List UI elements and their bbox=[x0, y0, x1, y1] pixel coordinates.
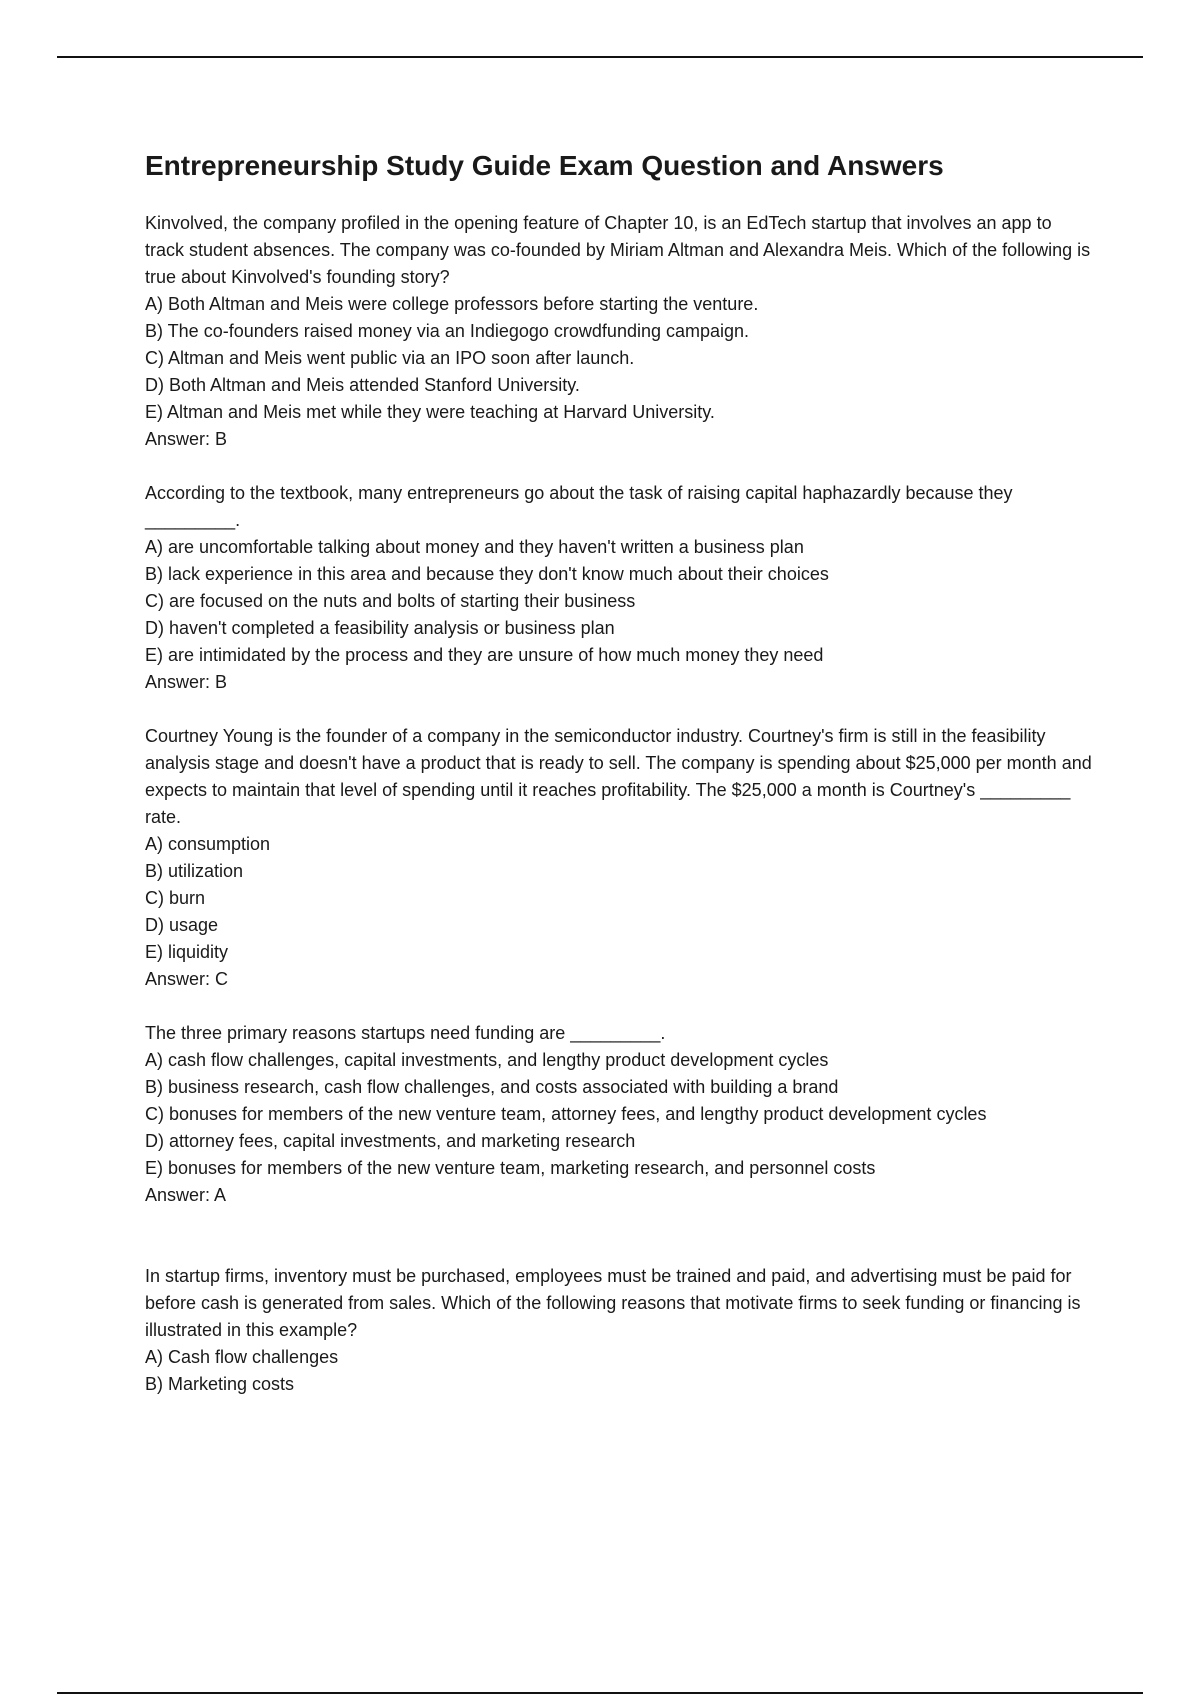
question-3 bbox=[145, 723, 1095, 993]
option-a: A) are uncomfortable talking about money and they haven't written a business plan bbox=[145, 537, 804, 557]
option-a: A) cash flow challenges, capital investments, and lengthy product development cycles bbox=[145, 1050, 829, 1070]
option-e: E) liquidity bbox=[145, 942, 229, 962]
question-5 bbox=[145, 1263, 1095, 1398]
question-text: Courtney Young is the founder of a company in the semiconductor industry. Courtney's firm is still in the feasibility analysis stage and doesn't have a product that is ready to sell. The company is spending about $25,000 per month and expects to maintain that level of spending until it reaches profitability. The $25,000 a month is Courtney's _________ rate. bbox=[145, 726, 1092, 827]
option-e: E) are intimidated by the process and they are unsure of how much money they need bbox=[145, 645, 824, 665]
option-b: B) The co-founders raised money via an Indiegogo crowdfunding campaign. bbox=[145, 321, 750, 341]
option-c: C) burn bbox=[145, 888, 206, 908]
option-c: C) bonuses for members of the new venture team, attorney fees, and lengthy product development cycles bbox=[145, 1104, 987, 1124]
option-d: D) haven't completed a feasibility analysis or business plan bbox=[145, 618, 615, 638]
option-d: D) Both Altman and Meis attended Stanford University. bbox=[145, 375, 580, 395]
option-d: D) attorney fees, capital investments, and marketing research bbox=[145, 1131, 636, 1151]
question-4 bbox=[145, 1020, 1095, 1209]
document-body bbox=[145, 148, 1095, 1398]
question-text: Kinvolved, the company profiled in the opening feature of Chapter 10, is an EdTech startup that involves an app to track student absences. The company was co-founded by Miriam Altman and Alexandra Meis. Which of the following is true about Kinvolved's founding story? bbox=[145, 213, 1091, 287]
answer: Answer: A bbox=[145, 1185, 227, 1205]
option-e: E) bonuses for members of the new venture team, marketing research, and personnel costs bbox=[145, 1158, 876, 1178]
option-a: A) Cash flow challenges bbox=[145, 1347, 339, 1367]
question-text: According to the textbook, many entrepreneurs go about the task of raising capital haphazardly because they _________. bbox=[145, 483, 1013, 530]
option-c: C) Altman and Meis went public via an IPO soon after launch. bbox=[145, 348, 635, 368]
option-d: D) usage bbox=[145, 915, 219, 935]
document-title: Entrepreneurship Study Guide Exam Question and Answers bbox=[145, 150, 944, 181]
answer: Answer: B bbox=[145, 672, 228, 692]
answer: Answer: C bbox=[145, 969, 229, 989]
question-2 bbox=[145, 480, 1095, 696]
option-c: C) are focused on the nuts and bolts of starting their business bbox=[145, 591, 636, 611]
option-e: E) Altman and Meis met while they were teaching at Harvard University. bbox=[145, 402, 715, 422]
option-b: B) Marketing costs bbox=[145, 1374, 295, 1394]
option-a: A) Both Altman and Meis were college professors before starting the venture. bbox=[145, 294, 759, 314]
question-text: The three primary reasons startups need funding are _________. bbox=[145, 1023, 666, 1043]
top-rule bbox=[57, 56, 1143, 58]
bottom-rule bbox=[57, 1692, 1143, 1694]
option-a: A) consumption bbox=[145, 834, 271, 854]
option-b: B) business research, cash flow challenges, and costs associated with building a brand bbox=[145, 1077, 839, 1097]
answer: Answer: B bbox=[145, 429, 228, 449]
option-b: B) lack experience in this area and because they don't know much about their choices bbox=[145, 564, 829, 584]
option-b: B) utilization bbox=[145, 861, 244, 881]
question-text: In startup firms, inventory must be purchased, employees must be trained and paid, and advertising must be paid for before cash is generated from sales. Which of the following reasons that motivate firms to seek funding or financing is illustrated in this example? bbox=[145, 1266, 1081, 1340]
question-1 bbox=[145, 210, 1095, 453]
